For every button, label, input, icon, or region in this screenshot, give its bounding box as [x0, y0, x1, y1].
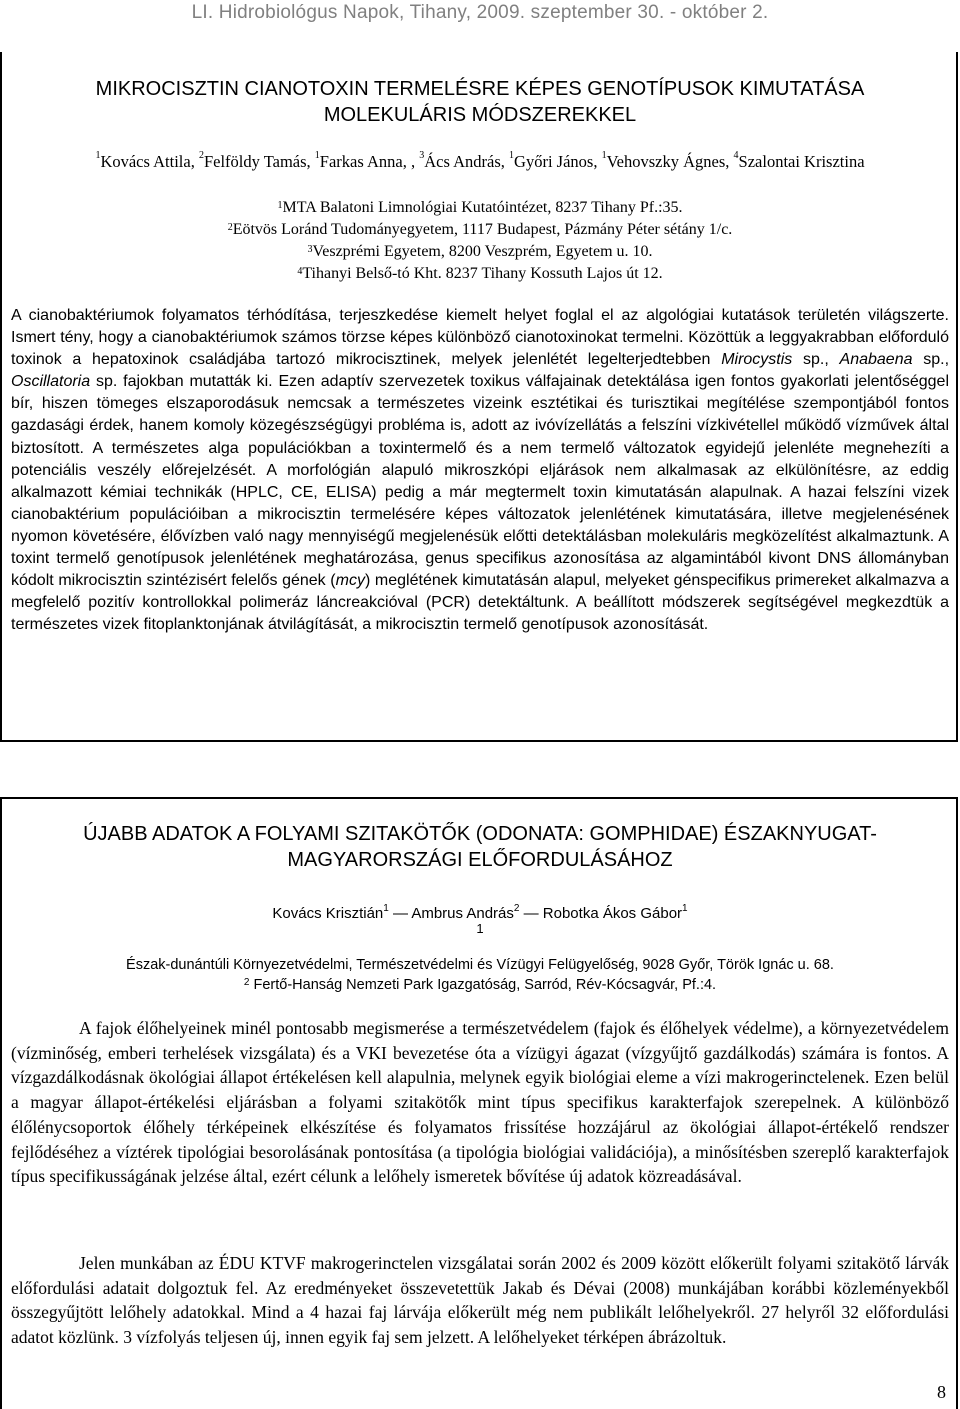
author-sup: 1	[383, 903, 389, 914]
author-sup: 1	[601, 150, 607, 161]
article2-title-line2: MAGYARORSZÁGI ELŐFORDULÁSÁHOZ	[287, 849, 673, 871]
affiliation	[0, 263, 960, 285]
article2-title	[0, 821, 960, 873]
abstract-text: ) meglétének kimutatásán alapul, melyeket génspecifikus primereket alkalmazva a megfelelő pozitív kontrollokkal polimeráz láncreakcióval (PCR) detektáltunk. A beállított módszerek segítségével megkezdtük a természetes vizek fitoplanktonjának átvilágítását, a mikrocisztin termelő genotípusok azonosítását.	[11, 572, 949, 634]
author-name: — Ambrus András	[388, 905, 514, 922]
author-sup: 1	[314, 150, 320, 161]
article2-paragraph-1: A fajok élőhelyeinek minél pontosabb megismerése a természetvédelem (fajok és élőhelyek védelme), a környezetvédelem (vízminőség, emberi terhelések vizsgálata) és a VKI bevezetése óta a vízügyi ágazat (vízgyűjtő gazdálkodás) számára is fontos. A vízgazdálkodásnak ökológiai állapot értékelésen kell alapulnia, melynek egyik biológiai eleme a vízi makrogerinctelenek. Ezen belül a magyar állapot-értékelési eljárásban a folyami szitakötők mint típus specifikus karakterfajok szerepelnek. A különböző élőlénycsoportok élőhely térképeinek elkészítése és folyamatos frissítése hozzájárul az ökológiai állapot-értékelő rendszer fejlődéséhez a víztérek tipológiai besorolásának pontosítása (a tipológia biológiai validációja), a minősítésben szereplő karakterfajok típus specifikusságának jelzése által, ezért célunk a lelőhely ismeretek bővítése új adatok közreadásával.	[11, 1018, 949, 1187]
affil-text: Észak-dunántúli Környezetvédelmi, Természetvédelmi és Vízügyi Felügyelőség, 9028 Győr, Török Ignác u. 68.	[126, 957, 834, 973]
abstract-text: A cianobaktériumok folyamatos térhódítása, terjeszkedése kiemelt helyet foglal el az algológiai kutatások területén világszerte. Ismert tény, hogy a cianobaktériumok számos törzse képes különböző cianotoxinokat termelni. Közöttük a leggyakrabban előforduló toxinok a hepatoxinok családjába tartozó mikrocisztinek, melyek jelenlétét legelterjedtebben	[11, 307, 949, 369]
affiliation	[0, 241, 960, 263]
affiliation	[0, 955, 960, 975]
article1-title-line2: MOLEKULÁRIS MÓDSZEREKKEL	[323, 104, 637, 126]
affil-marker: 1	[476, 921, 484, 936]
author-sup: 3	[419, 150, 425, 161]
article2-authors	[0, 905, 960, 936]
author-sup: 4	[733, 150, 739, 161]
affiliation	[0, 975, 960, 995]
article1-abstract	[11, 305, 949, 636]
affiliation	[0, 219, 960, 241]
page-header: LI. Hidrobiológus Napok, Tihany, 2009. szeptember 30. - október 2.	[191, 2, 769, 23]
abstract-text: sp.,	[792, 351, 840, 369]
article2-paragraph-2: Jelen munkában az ÉDU KTVF makrogerinctelen vizsgálatai során 2002 és 2009 között előkerült folyami szitakötő lárvák előfordulási adatait dolgoztuk fel. Az eredményeket összevetettük Jakab és Dévai (2008) munkájában korábbi közleményekből összegyűjtött lelőhely adatokkal. Mind a 4 hazai faj lárvája előkerült még nem publikált lelőhelyekről. 27 helyről 32 előfordulási adatot közlünk. 3 vízfolyás teljesen új, innen egyik faj sem jelzett. A lelőhelyeket térképen ábrázoltuk.	[11, 1253, 949, 1348]
article2-affiliations	[0, 955, 960, 995]
author-name: Kovács Attila,	[100, 152, 199, 171]
affil-sup: 4	[297, 266, 303, 277]
article1-affiliations	[0, 197, 960, 285]
genus-name: Mirocystis	[721, 351, 793, 369]
article1-title-line1: MIKROCISZTIN CIANOTOXIN TERMELÉSRE KÉPES GENOTÍPUSOK KIMUTATÁSA	[95, 78, 865, 100]
author-name: Vehovszky Ágnes,	[606, 152, 734, 171]
author-name: Szalontai Krisztina	[738, 152, 865, 171]
genus-name: Anabaena	[839, 351, 913, 369]
author-name: — Robotka Ákos Gábor	[519, 905, 683, 922]
affiliation	[0, 197, 960, 219]
abstract-text: sp.,	[912, 351, 950, 369]
affil-text: Fertő-Hanság Nemzeti Park Igazgatóság, Sarród, Rév-Kócsagvár, Pf.:4.	[249, 977, 717, 993]
author-name: Farkas Anna, ,	[319, 152, 420, 171]
author-name: Győri János,	[514, 152, 602, 171]
affil-sup: 1	[277, 200, 283, 211]
author-name: Ács András,	[424, 152, 510, 171]
affil-text: Eötvös Loránd Tudományegyetem, 1117 Budapest, Pázmány Péter sétány 1/c.	[232, 221, 733, 238]
author-sup: 1	[509, 150, 515, 161]
page-number: 8	[937, 1382, 946, 1402]
author-sup: 1	[682, 903, 688, 914]
affil-sup: 3	[307, 244, 313, 255]
author-name: Kovács Krisztián	[272, 905, 384, 922]
affil-sup: 2	[227, 222, 233, 233]
affil-text: MTA Balatoni Limnológiai Kutatóintézet, 8237 Tihany Pf.:35.	[282, 199, 683, 216]
abstract-text: sp. fajokban mutatták ki. Ezen adaptív szervezetek toxikus válfajainak detektálása igen fontos gyakorlati jelentőséggel bír, hiszen tömeges elszaporodásuk nemcsak a természetes vizeink esztétikai és turisztikai megítélése szempontjából fontos gazdasági érdek, hanem komoly közegészségügyi probléma is, adott az ivóvízellátás a felszíni vízkivétellel működő vízművek által biztosított. A természetes alga populációkban a toxintermelő és a nem termelő változatok egyidejű jelenléte megnehezíti a potenciális veszély előrejelzését. A morfológián alapuló mikroszkópi eljárások nem alkalmasak az elkülönítésre, az eddig alkalmazott kémiai technikák (HPLC, CE, ELISA) pedig a már megtermelt toxin kimutatásán alapulnak. A hazai felszíni vizek cianobaktérium populációiban a mikrocisztin termelésére képes változatok jelenlétének kimutatására, illetve megjelenésének nyomon követésére, élővízben való nagy mennyiségű megjelenésük előtti detektálásban molekuláris megközelítést alkalmaztunk. A toxint termelő genotípusok jelenlétének meghatározása, genus specifikus azonosítása az algamintából kivont DNS állományban kódolt mikrocisztin szintézisért felelős gének (	[11, 373, 949, 590]
affil-text: Tihanyi Belső-tó Kht. 8237 Tihany Kossuth Lajos út 12.	[302, 265, 663, 282]
genus-name: Oscillatoria	[11, 373, 91, 391]
affil-sup: 2	[243, 977, 250, 988]
author-sup: 2	[513, 903, 520, 914]
article1-title	[0, 76, 960, 128]
article2-title-line1: ÚJABB ADATOK A FOLYAMI SZITAKÖTŐK (ODONATA: GOMPHIDAE) ÉSZAKNYUGAT-	[83, 823, 877, 845]
affil-text: Veszprémi Egyetem, 8200 Veszprém, Egyetem u. 10.	[312, 243, 653, 260]
gene-name: mcy	[335, 572, 365, 590]
author-sup: 1	[95, 150, 101, 161]
author-sup: 2	[198, 150, 204, 161]
article1-authors	[0, 152, 960, 172]
author-name: Felföldy Tamás,	[203, 152, 315, 171]
